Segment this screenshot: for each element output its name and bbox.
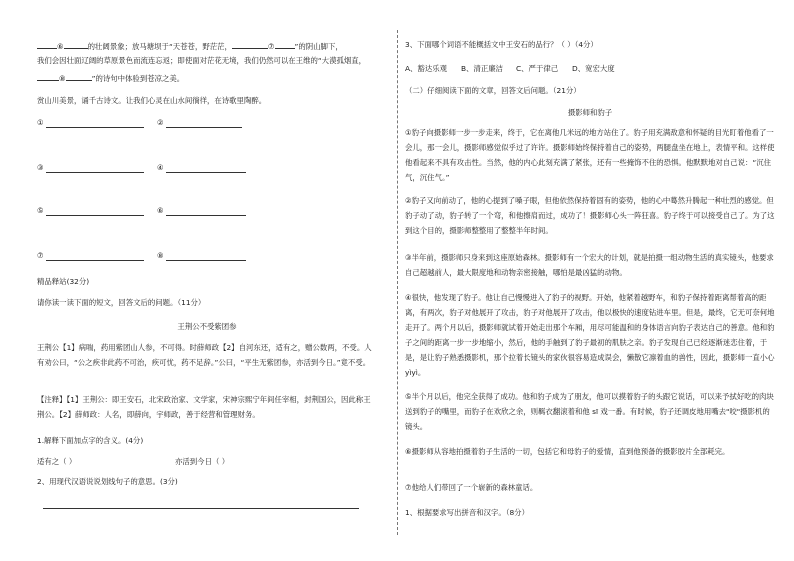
section-title: 精品释站(32分) <box>37 277 90 286</box>
blank-label-2: ② <box>157 118 164 127</box>
article-para-7: ⑦他给人们带回了一个崭新的森林童话。 <box>405 483 538 492</box>
answer-line-q2[interactable] <box>43 508 359 509</box>
answer-line-6[interactable] <box>166 215 246 216</box>
blank-label-7: ⑦ <box>37 251 44 260</box>
answer-line-5[interactable] <box>46 215 144 216</box>
blank-label-6: ⑥ <box>157 206 164 215</box>
article-para-2: ②豹子又向前动了，他的心提到了嗓子眼，但他依然保持着固有的姿势，他的心中蓦然升腾起一种壮烈的感觉。但豹子动了动，豹子转了一个弯，和他擦肩而过，成功了！摄影师心头一阵狂喜。豹子终于可以接受自己了。为了这到这个目的，摄影师整整用了整整半年时间。 <box>405 196 775 235</box>
answer-line-7[interactable] <box>46 260 144 261</box>
answer-line-2[interactable] <box>166 127 242 128</box>
question-1b[interactable]: 亦活到今日（ ） <box>175 457 230 466</box>
article-para-4: ④很快，他发现了豹子。他让自己慢慢进入了豹子的视野。开始，他紧着越野车，和豹子保持着距离帮着高的距离，有两次，豹子对他展开了攻击，豹子对他展开了攻击，他以极快的速度钻进车里。但是，最终，它无可奈何地走开了。两个月以后，摄影师就试着开始走出那个车厢，用尽可能温和的身体语言向豹子表达自己的善意。他和豹子之间的距离一步一步地缩小，然后，他的手触到了豹子最初的肌肤之亲。豹子发现自己已经逐渐迷恋住着，于是，是让豹子熟悉摄影机，那个拉着长镜头的家伙很容易造成误会，懒散它凛着血的兽性，因此，摄影师一直小心yìyì。 <box>405 293 775 377</box>
blank-label-4: ④ <box>157 163 164 172</box>
q3-option-b[interactable]: B、清正廉洁 <box>461 64 504 73</box>
article-para-6: ⑥摄影师从容地拍摄着豹子生活的一切，包括它和母豹子的爱情，直到他预备的摄影胶片全部耗完。 <box>405 447 730 456</box>
q3-option-d[interactable]: D、宽宏大度 <box>572 64 615 73</box>
blank-label-5: ⑤ <box>37 206 44 215</box>
answer-blank[interactable] <box>232 40 268 49</box>
blank-mark: ⑦ <box>267 42 275 51</box>
question-2: 2、用现代汉语说说划线句子的意思。(3分) <box>37 477 178 486</box>
column-divider <box>397 30 398 535</box>
text-segment: ”的诗句中体验到苍凉之美。 <box>91 74 185 83</box>
question-1a[interactable]: 适有之（ ） <box>37 457 77 466</box>
part-2-heading: （二）仔细阅读下面的文章，回答文后问题。（21分） <box>405 86 581 95</box>
blank-label-1: ① <box>37 118 44 127</box>
article-para-5: ⑤半个月以后，他完全获得了成功。他和豹子成为了朋友，他可以摸着豹子的头跟它说话，可以来予拭好吃的肉块送到豹子的嘴里，而豹子在欢欣之余，则羁衣翻滚着和他 sī 戏一番。有时候，豹子还调皮地用嘴去"咬"摄影机的镜头。 <box>405 392 774 431</box>
text-segment: 的壮阔景象；放马塘坝于“天苍苍，野茫茫， <box>87 42 232 51</box>
blank-label-3: ③ <box>37 163 44 172</box>
blank-mark: ⑧ <box>59 74 66 83</box>
question-pinyin: 1、根据要求写出拼音和汉字。（8分） <box>405 508 529 517</box>
answer-blank[interactable] <box>66 72 92 81</box>
passage-body: 王荆公【1】病喘，药用紫团山人参，不可得。时薛师政【2】自河东还，适有之，赠公数两，不受。人有劝公曰，“公之疾非此药不可治，疾可忧，药不足辞。”公曰，“平生无紫团参，亦活到今日。”竟不受。 <box>37 343 372 367</box>
passage-title: 王荆公不受紫团参 <box>177 322 237 331</box>
question-1: 1.解释下面加点字的含义。(4分) <box>37 436 144 445</box>
blank-mark: ⑥ <box>57 42 64 51</box>
poem-line-3 <box>37 72 184 84</box>
article-para-1: ①豹子向摄影师一步一步走来，终于，它在离他几米远的地方站住了。豹子用充满敌意和怀疑的目光盯着他看了一会儿，那一会儿，摄影师感觉似乎过了许许。摄影师始终保持着自己的姿势，两腿盘坐在地上，表情平和。这样使他看起来不具有攻击性。当然，他的内心此刻充满了紧张，还有一些掩饰不住的恐惧。他默默地对自己说：“沉住气，沉住气。” <box>405 128 775 182</box>
answer-line-8[interactable] <box>166 260 246 261</box>
q3-option-c[interactable]: C、严于律己 <box>516 64 559 73</box>
poem-line-2: 我们会因壮面辽阔的草原景色而流连忘返；即使面对茫花无境，我们仍然可以在王维的“大漠孤烟直， <box>37 56 367 65</box>
annotation-note: 【注释】【1】王荆公：即王安石，北宋政治家、文学家，宋神宗熙宁年间任宰相，封荆国公，因此称王荆公。【2】薛师政：人名，即薛向，宇师政，善于经营和管理财务。 <box>37 395 371 419</box>
answer-line-4[interactable] <box>166 172 246 173</box>
answer-line-1[interactable] <box>46 127 144 128</box>
q3-option-a[interactable]: A、豁达乐观 <box>405 64 448 73</box>
poem-line-1 <box>37 40 343 52</box>
article-para-3: ③半年前，摄影师只身来到这座原始森林。摄影师有一个宏大的计划，就是拍摄一组动物生活的真实镜头，他要求自己超越前人，最大限度地和动物亲密接触，哪怕是最凶猛的动物。 <box>405 253 774 277</box>
text-segment: ”的阴山脚下， <box>294 42 343 51</box>
intro-line: 赏山川美景，诵千古诗文。让我们心灵在山水间徜徉，在诗歌里陶醉。 <box>37 96 267 105</box>
blank-label-8: ⑧ <box>157 251 164 260</box>
question-3: 3、下面哪个词语不能概括文中王安石的品行？（ ）（4分） <box>405 40 598 49</box>
article-title: 摄影师和豹子 <box>567 108 613 117</box>
section-intro: 请你读一读下面的短文，回答文后的问题。（11分） <box>37 298 206 307</box>
answer-line-3[interactable] <box>46 172 144 173</box>
